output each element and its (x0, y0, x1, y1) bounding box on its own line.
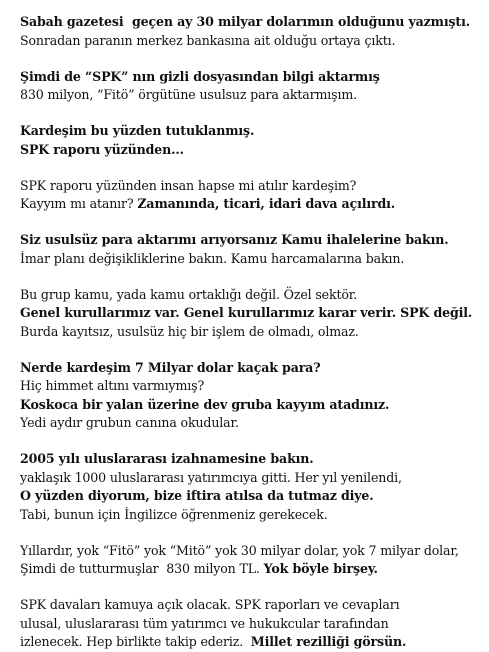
paragraph (20, 122, 489, 159)
body-text: ulusal, uluslararası tüm yatırımcı ve hukukcular tarafından (20, 615, 389, 631)
paragraph (20, 231, 489, 268)
text-line (20, 122, 489, 141)
body-text: Sonradan paranın merkez bankasına ait olduğu ortaya çıktı. (20, 32, 396, 48)
paragraph (20, 542, 489, 579)
body-text: Bu grup kamu, yada kamu ortaklığı değil. Özel sektör. (20, 286, 358, 302)
body-text: Yıllardır, yok “Fitö” yok “Mitö” yok 30 milyar dolar, yok 7 milyar dolar, (20, 542, 459, 558)
body-text: SPK davaları kamuya açık olacak. SPK raporları ve cevapları (20, 597, 400, 612)
text-line (20, 450, 489, 469)
paragraph (20, 450, 489, 524)
body-text: SPK raporu yüzünden insan hapse mi atılır kardeşim? (20, 177, 357, 193)
body-text: Tabi, bunun için İngilizce öğrenmeniz gerekecek. (20, 506, 328, 522)
paragraph (20, 177, 489, 214)
text-line (20, 86, 489, 105)
paragraph (20, 359, 489, 433)
bold-text: Siz usulsüz para aktarımı arıyorsanız Kamu ihalelerine bakın. (20, 232, 449, 247)
text-line (20, 359, 489, 378)
bold-text: O yüzden diyorum, bize iftira atılsa da tutmaz diye. (20, 488, 374, 503)
bold-text: 2005 yılı uluslararası izahnamesine bakın. (20, 451, 314, 466)
bold-text: Sabah gazetesi geçen ay 30 milyar dolarımın olduğunu yazmıştı. (20, 14, 470, 29)
text-line (20, 286, 489, 305)
text-line (20, 231, 489, 250)
text-line (20, 13, 489, 32)
text-line (20, 560, 489, 579)
body-text: İmar planı değişikliklerine bakın. Kamu harcamalarına bakın. (20, 250, 405, 266)
body-text: Şimdi de tutturmuşlar 830 milyon TL. (20, 561, 264, 576)
paragraph (20, 68, 489, 105)
text-line (20, 195, 489, 214)
text-line (20, 377, 489, 396)
body-text: izlenecek. Hep birlikte takip ederiz. (20, 634, 251, 649)
bold-text: Şimdi de “SPK” nın gizli dosyasından bilgi aktarmış (20, 68, 380, 84)
bold-text: Nerde kardeşim 7 Milyar dolar kaçak para? (20, 359, 321, 375)
text-line (20, 396, 489, 415)
text-line (20, 32, 489, 51)
body-text: Burda kayıtsız, usulsüz hiç bir işlem de olmadı, olmaz. (20, 323, 359, 339)
body-text: yaklaşık 1000 uluslararası yatırımcıya gitti. Her yıl yenilendi, (20, 469, 402, 485)
body-text: 830 milyon, “Fitö” örgütüne usulsuz para aktarmışım. (20, 87, 358, 102)
bold-text: Zamanında, ticari, idari dava açılırdı. (137, 196, 396, 211)
text-line (20, 304, 489, 323)
text-line (20, 633, 489, 652)
text-line (20, 542, 489, 561)
text-line (20, 506, 489, 525)
text-line (20, 141, 489, 160)
bold-text: Millet rezilliği görsün. (250, 634, 407, 649)
bold-text: SPK raporu yüzünden... (20, 141, 184, 157)
paragraph (20, 286, 489, 342)
text-line (20, 68, 489, 87)
text-line (20, 487, 489, 506)
text-line (20, 414, 489, 433)
body-text: Kayyım mı atanır? (20, 196, 138, 211)
bold-text: Genel kurullarımız var. Genel kurullarımız karar verir. SPK değil. (20, 305, 473, 320)
text-line (20, 323, 489, 342)
text-line (20, 596, 489, 615)
bold-text: Koskoca bir yalan üzerine dev gruba kayyım atadınız. (20, 396, 390, 412)
text-line (20, 615, 489, 634)
paragraph (20, 13, 489, 50)
text-line (20, 250, 489, 269)
body-text: Yedi aydır grubun canına okudular. (20, 415, 239, 430)
paragraph (20, 596, 489, 652)
bold-text: Yok böyle birşey. (263, 561, 378, 576)
text-line (20, 177, 489, 196)
text-line (20, 469, 489, 488)
bold-text: Kardeşim bu yüzden tutuklanmış. (20, 123, 255, 138)
body-text: Hiç himmet altını varmıymış? (20, 378, 205, 393)
